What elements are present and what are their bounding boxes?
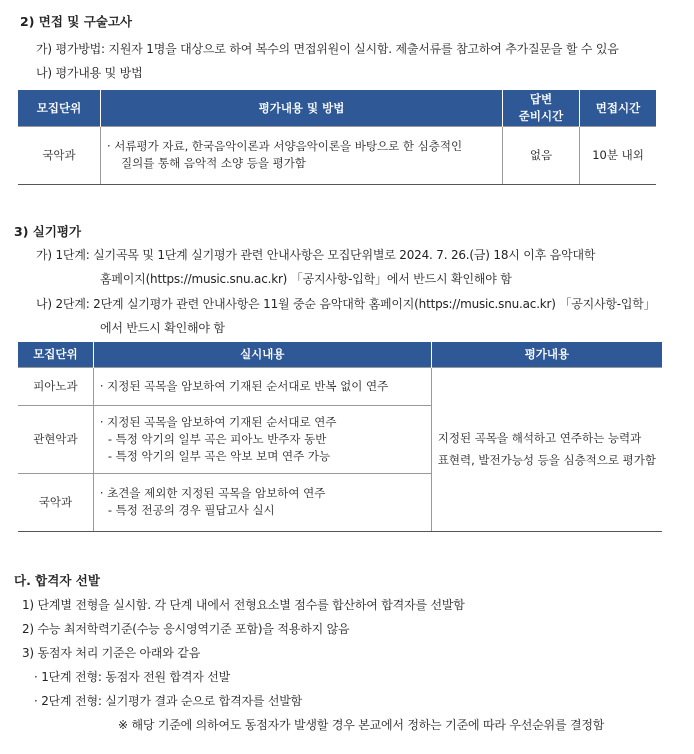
tiebreak-stage2: · 2단계 전형: 실기평가 결과 순으로 합격자를 선발함 [34,694,303,708]
unit-cell: 관현악과 [18,405,93,473]
table-row [18,367,662,405]
stage1-text: 가) 1단계: 실기곡목 및 1단계 실기평가 관련 안내사항은 모집단위별로 2024. 7. 26.(금) 18시 이후 음악대학 [36,248,596,262]
exec-line: - 특정 전공의 경우 필답고사 실시 [107,503,275,517]
section-heading-interview: 2) 면접 및 구술고사 [20,14,132,29]
tiebreak-note: ※ 해당 기준에 의하여도 동점자가 발생할 경우 본교에서 정하는 기준에 따라 우선순위를 결정함 [118,718,605,732]
col-header-eval: 평가내용 [431,342,662,367]
selection-rule-3: 3) 동점자 처리 기준은 아래와 같음 [22,646,201,660]
exec-cell [93,473,431,531]
exec-line: · 지정된 곡목을 암보하여 기재된 순서대로 연주 [99,414,337,429]
section-heading-practical: 3) 실기평가 [14,224,82,239]
interview-content-label: 나) 평가내용 및 방법 [36,66,143,80]
content-line: 질의를 통해 음악적 소양 등을 평가함 [121,156,306,170]
interview-table [18,90,656,185]
stage2-text-cont: 에서 반드시 확인해야 함 [100,321,225,335]
unit-cell: 국악과 [18,126,101,184]
exec-line: - 특정 악기의 일부 곡은 피아노 반주자 동반 [107,431,327,446]
exec-cell [93,405,431,473]
selection-rule-1: 1) 단계별 전형을 실시함. 각 단계 내에서 전형요소별 점수를 합산하여 합격자를 선발함 [22,598,465,612]
exec-line: · 초견을 제외한 지정된 곡목을 암보하여 연주 [99,486,326,500]
col-header-unit: 모집단위 [18,90,101,126]
content-cell [101,126,503,184]
table-row [18,126,656,184]
exec-line: · 지정된 곡목을 암보하여 기재된 순서대로 반복 없이 연주 [99,378,389,393]
col-header-prep [503,90,580,126]
col-header-exec: 실시내용 [93,342,431,367]
content-line: · 서류평가 자료, 한국음악이론과 서양음악이론을 바탕으로 한 심층적인 [107,139,463,153]
unit-cell: 국악과 [18,473,93,531]
selection-rule-2: 2) 수능 최저학력기준(수능 응시영역기준 포함)을 적용하지 않음 [22,622,350,636]
exec-cell [93,367,431,405]
time-cell: 10분 내외 [580,126,657,184]
tiebreak-stage1: · 1단계 전형: 동점자 전원 합격자 선발 [34,670,231,684]
col-header-time: 면접시간 [580,90,657,126]
col-header-prep-line1: 답변 [529,91,553,106]
col-header-prep-line2: 준비시간 [518,108,564,123]
interview-method-text: 가) 평가방법: 지원자 1명을 대상으로 하여 복수의 면접위원이 실시함. 제출서류를 참고하여 추가질문을 할 수 있음 [36,42,619,56]
stage1-text-cont: 홈페이지(https://music.snu.ac.kr) 「공지사항-입학」에서 반드시 확인해야 함 [100,272,512,286]
stage2-text: 나) 2단계: 2단계 실기평가 관련 안내사항은 11월 중순 음악대학 홈페이지(https://music.snu.ac.kr) 「공지사항-입학」 [36,297,656,311]
eval-line: 지정된 곡목을 해석하고 연주하는 능력과 [437,431,642,445]
eval-line: 표현력, 발전가능성 등을 심층적으로 평가함 [437,453,656,467]
eval-cell [431,367,662,531]
col-header-unit: 모집단위 [18,342,93,367]
section-heading-selection: 다. 합격자 선발 [14,573,100,588]
prep-cell: 없음 [503,126,580,184]
exec-line: - 특정 악기의 일부 곡은 악보 보며 연주 가능 [107,448,331,463]
unit-cell: 피아노과 [18,367,93,405]
practical-table [18,342,662,532]
col-header-content: 평가내용 및 방법 [101,90,503,126]
